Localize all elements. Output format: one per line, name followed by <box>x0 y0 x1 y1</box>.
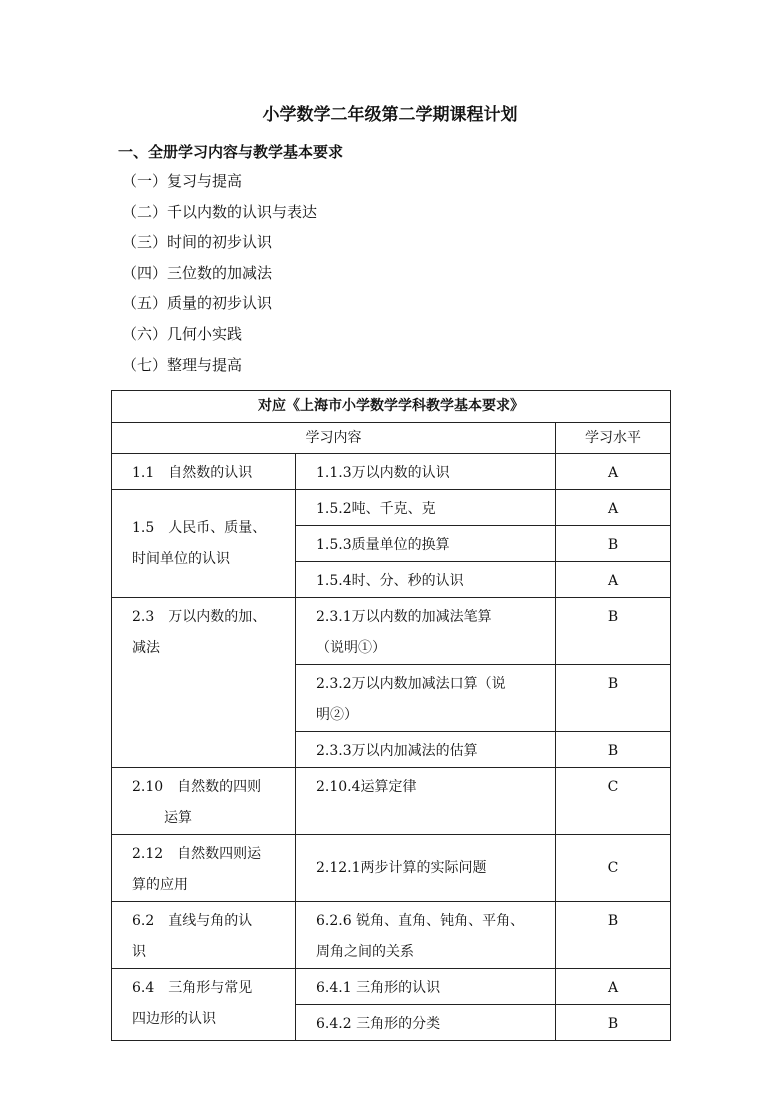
content-line: 明②） <box>316 707 358 723</box>
unit-item: （六）几何小实践 <box>122 324 243 343</box>
column-header-level: 学习水平 <box>556 423 671 454</box>
topic-line: 6.4 三角形与常见 <box>132 980 253 996</box>
topic-line: 四边形的认识 <box>132 1011 216 1027</box>
level-cell: B <box>556 665 671 732</box>
content-cell <box>296 665 556 732</box>
table-row <box>112 768 671 835</box>
content-cell: 2.10.4运算定律 <box>296 768 556 835</box>
level-cell: A <box>556 969 671 1005</box>
page-title: 小学数学二年级第二学期课程计划 <box>262 105 518 125</box>
topic-line: 运算 <box>164 810 192 826</box>
topic-line: 2.12 自然数四则运 <box>132 846 262 862</box>
content-cell: 6.4.1 三角形的认识 <box>296 969 556 1005</box>
level-cell: B <box>556 598 671 665</box>
table-row <box>112 969 671 1005</box>
topic-cell <box>112 835 296 902</box>
content-line: 2.3.2万以内数加减法口算（说 <box>316 676 506 692</box>
level-cell: C <box>556 835 671 902</box>
content-line: 2.3.1万以内数的加减法笔算 <box>316 609 492 625</box>
topic-line: 1.5 人民币、质量、 <box>132 519 267 536</box>
content-cell <box>296 598 556 665</box>
table-row <box>112 902 671 969</box>
content-cell: 2.3.3万以内加减法的估算 <box>296 732 556 768</box>
content-cell: 1.5.4时、分、秒的认识 <box>296 562 556 598</box>
topic-cell <box>112 598 296 768</box>
table-caption: 对应《上海市小学数学学科教学基本要求》 <box>112 391 671 423</box>
content-cell: 1.1.3万以内数的认识 <box>296 454 556 490</box>
table-row <box>112 598 671 665</box>
topic-line: 2.10 自然数的四则 <box>132 779 262 795</box>
requirements-table <box>111 390 671 1041</box>
content-line: （说明①） <box>316 640 386 656</box>
topic-cell: 1.1 自然数的认识 <box>112 454 296 490</box>
topic-cell <box>112 768 296 835</box>
content-cell: 1.5.3质量单位的换算 <box>296 526 556 562</box>
level-cell: B <box>556 1005 671 1041</box>
topic-cell <box>112 902 296 969</box>
level-cell: A <box>556 562 671 598</box>
level-cell: B <box>556 902 671 969</box>
unit-item: （七）整理与提高 <box>122 355 243 374</box>
unit-item: （四）三位数的加减法 <box>122 263 273 282</box>
level-cell: B <box>556 526 671 562</box>
content-cell: 6.4.2 三角形的分类 <box>296 1005 556 1041</box>
unit-item: （五）质量的初步认识 <box>122 294 273 313</box>
unit-item: （二）千以内数的认识与表达 <box>122 202 318 221</box>
topic-line: 减法 <box>132 640 160 656</box>
content-line: 周角之间的关系 <box>316 944 414 960</box>
content-cell: 1.5.2吨、千克、克 <box>296 490 556 526</box>
topic-line: 识 <box>132 944 146 960</box>
unit-item: （一）复习与提高 <box>122 172 243 190</box>
level-cell: A <box>556 454 671 490</box>
level-cell: B <box>556 732 671 768</box>
level-cell: C <box>556 768 671 835</box>
content-cell <box>296 902 556 969</box>
table-row <box>112 490 671 526</box>
section-heading: 一、全册学习内容与教学基本要求 <box>118 143 344 161</box>
topic-cell <box>112 969 296 1041</box>
topic-line: 2.3 万以内数的加、 <box>132 609 267 625</box>
unit-item: （三）时间的初步认识 <box>122 233 273 252</box>
column-header-content: 学习内容 <box>112 423 556 454</box>
topic-line: 算的应用 <box>132 877 188 893</box>
content-cell: 2.12.1两步计算的实际问题 <box>296 835 556 902</box>
table-row <box>112 835 671 902</box>
table-row <box>112 454 671 490</box>
topic-cell <box>112 490 296 598</box>
level-cell: A <box>556 490 671 526</box>
content-line: 6.2.6 锐角、直角、钝角、平角、 <box>316 913 525 929</box>
topic-line: 6.2 直线与角的认 <box>132 913 253 929</box>
topic-line: 时间单位的认识 <box>132 550 230 567</box>
unit-list <box>122 170 317 384</box>
